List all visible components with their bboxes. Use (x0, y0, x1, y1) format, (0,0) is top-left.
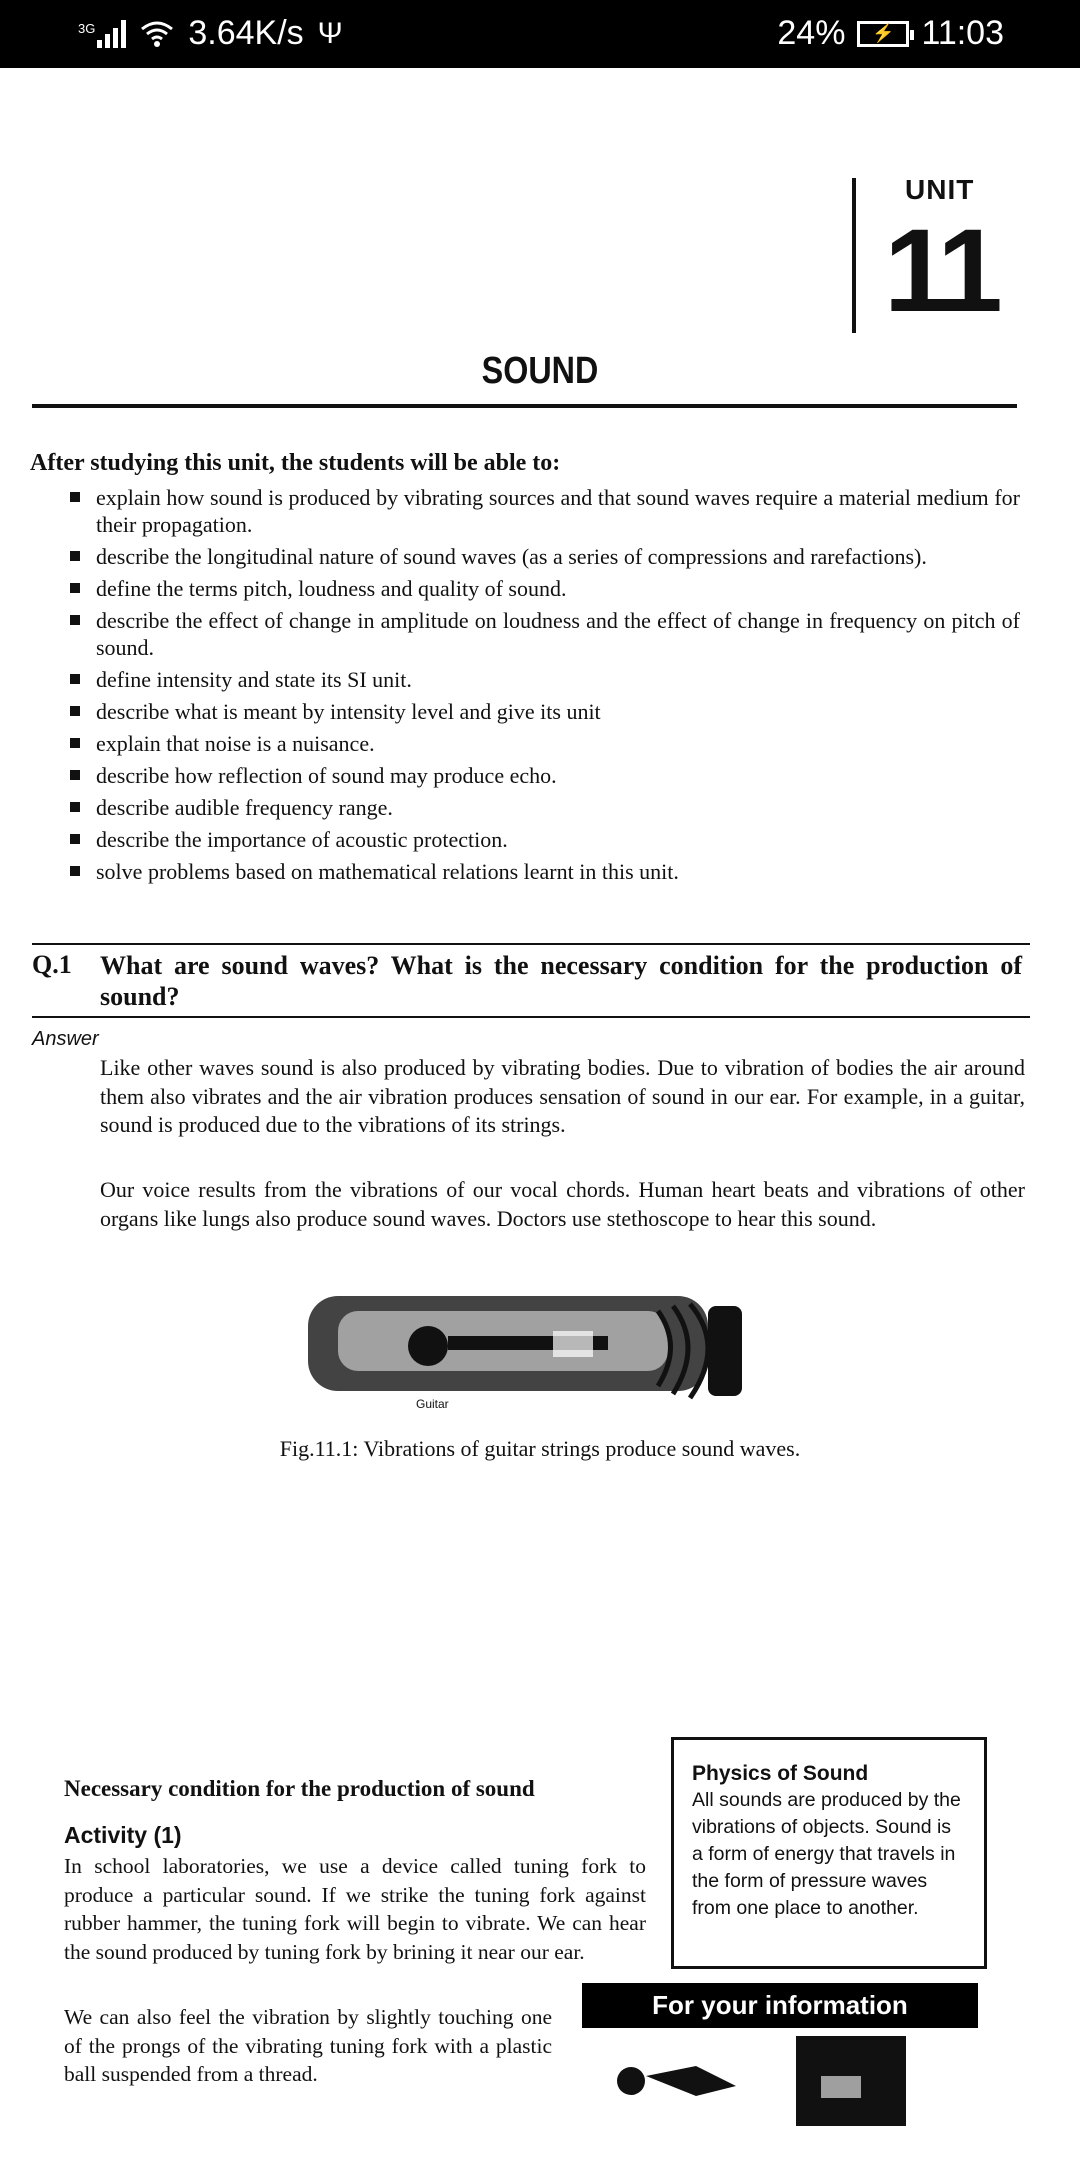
objectives-list (66, 484, 1020, 890)
list-item: describe the effect of change in amplitude on loudness and the effect of change in frequency on pitch of sound. (66, 607, 1020, 661)
objectives-intro: After studying this unit, the students will be able to: (30, 450, 561, 476)
bullet-icon (70, 834, 80, 844)
list-item: define intensity and state its SI unit. (66, 666, 1020, 693)
list-item: explain how sound is produced by vibrating sources and that sound waves require a material medium for their propagation. (66, 484, 1020, 538)
fyi-banner: For your information (582, 1983, 978, 2028)
figure-image-label: Guitar (416, 1397, 449, 1411)
wifi-icon (140, 20, 174, 48)
unit-number: 11 (884, 205, 997, 337)
list-item: describe audible frequency range. (66, 794, 1020, 821)
unit-label: UNIT (905, 174, 975, 205)
bullet-icon (70, 770, 80, 780)
list-item: describe how reflection of sound may produce echo. (66, 762, 1020, 789)
figure-caption: Fig.11.1: Vibrations of guitar strings produce sound waves. (279, 1436, 801, 1461)
activity-paragraph: We can also feel the vibration by slightly touching one of the prongs of the vibrating tuning fork with a plastic ball suspended from a thread. (64, 2005, 552, 2086)
list-item: explain that noise is a nuisance. (66, 730, 1020, 757)
unit-divider (852, 178, 856, 333)
physics-of-sound-box (671, 1737, 987, 1969)
clock-time: 11:03 (921, 14, 1004, 52)
bullet-icon (70, 706, 80, 716)
signal-icon (97, 20, 126, 48)
answer-paragraph: Our voice results from the vibrations of our vocal chords. Human heart beats and vibrations of other organs like lungs also produce sound waves. Doctors use stethoscope to hear this sound. (100, 1177, 1025, 1231)
status-bar (0, 0, 1080, 68)
bullet-icon (70, 551, 80, 561)
list-item: define the terms pitch, loudness and quality of sound. (66, 575, 1020, 602)
question-top-rule (32, 943, 1030, 945)
bullet-icon (70, 802, 80, 812)
network-type: 3G (78, 20, 96, 36)
answer-paragraph: Like other waves sound is also produced by vibrating bodies. Due to vibration of bodies the air around them also vibrates and the air vibration produces sensation of sound in our ear. For example, in a guitar, sound is produced due to the vibrations of its strings. (100, 1055, 1025, 1137)
battery-charging-icon: ⚡ (857, 21, 909, 47)
activity-paragraph: In school laboratories, we use a device called tuning fork to produce a particular sound. If we strike the tuning fork against rubber hammer, the tuning fork will begin to vibrate. We can hear the sound produced by tuning fork by brining it near our ear. (64, 1854, 646, 1964)
list-item: describe the longitudinal nature of sound waves (as a series of compressions and rarefactions). (66, 543, 1020, 570)
list-item: describe the importance of acoustic protection. (66, 826, 1020, 853)
section-heading: Necessary condition for the production of sound (64, 1776, 535, 1801)
list-item: solve problems based on mathematical relations learnt in this unit. (66, 858, 1020, 885)
battery-percent: 24% (777, 14, 846, 52)
question-text: What are sound waves? What is the necessary condition for the production of sound? (100, 951, 1022, 1011)
activity-title: Activity (1) (64, 1822, 182, 1848)
bullet-icon (70, 866, 80, 876)
data-speed: 3.64K/s (188, 14, 304, 52)
question-bottom-rule (32, 1016, 1030, 1018)
box-text: All sounds are produced by the vibrations of objects. Sound is a form of energy that travels in the form of pressure waves from one place to another. (692, 1789, 961, 1919)
bullet-icon (70, 492, 80, 502)
usb-icon: Ψ (317, 16, 343, 50)
chapter-title: SOUND (481, 350, 599, 392)
guitar-figure (298, 1276, 750, 1416)
bullet-icon (70, 615, 80, 625)
list-item: describe what is meant by intensity level and give its unit (66, 698, 1020, 725)
answer-label: Answer (32, 1028, 99, 1050)
question-number: Q.1 (32, 950, 72, 979)
fyi-images (606, 2036, 906, 2126)
bullet-icon (70, 738, 80, 748)
bullet-icon (70, 583, 80, 593)
bullet-icon (70, 674, 80, 684)
title-rule (32, 404, 1017, 408)
box-title: Physics of Sound (692, 1762, 869, 1785)
